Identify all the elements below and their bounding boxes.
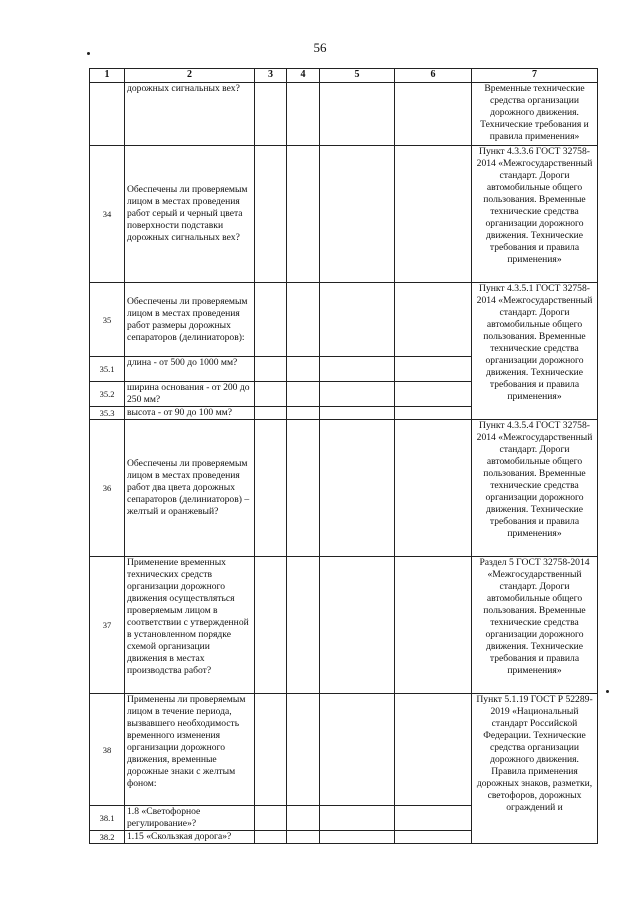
- question-text: дорожных сигнальных вех?: [125, 83, 255, 146]
- answer-cell: [255, 407, 287, 420]
- column-header: 1: [90, 69, 125, 83]
- row-number: 35.2: [90, 382, 125, 407]
- answer-cell: [255, 83, 287, 146]
- question-text: высота - от 90 до 100 мм?: [125, 407, 255, 420]
- legal-reference: Раздел 5 ГОСТ 32758-2014 «Межгосударственный стандарт. Дороги автомобильные общего пользования. Временные технические средства организации дорожного движения. Технические требования и правила применения»: [472, 557, 598, 694]
- question-text: Применены ли проверяемым лицом в течение периода, вызвавшего необходимость временного изменения организации дорожного движения, временные дорожные знаки с желтым фоном:: [125, 694, 255, 806]
- answer-cell: [287, 283, 320, 357]
- checklist-table: [89, 68, 598, 844]
- legal-reference: Пункт 4.3.3.6 ГОСТ 32758-2014 «Межгосударственный стандарт. Дороги автомобильные общего пользования. Временные технические средства организации дорожного движения. Технические требования и правила применения»: [472, 146, 598, 283]
- question-text: 1.15 «Скользкая дорога»?: [125, 831, 255, 844]
- table-row: [90, 283, 598, 357]
- answer-cell: [395, 557, 472, 694]
- answer-cell: [320, 806, 395, 831]
- question-text: ширина основания - от 200 до 250 мм?: [125, 382, 255, 407]
- answer-cell: [255, 557, 287, 694]
- answer-cell: [287, 420, 320, 557]
- answer-cell: [255, 382, 287, 407]
- legal-reference: Пункт 4.3.5.1 ГОСТ 32758-2014 «Межгосударственный стандарт. Дороги автомобильные общего пользования. Временные технические средства организации дорожного движения. Технические требования и правила применения»: [472, 283, 598, 420]
- question-text: Обеспечены ли проверяемым лицом в местах проведения работ размеры дорожных сепараторов (делиниаторов):: [125, 283, 255, 357]
- column-header: 3: [255, 69, 287, 83]
- answer-cell: [395, 420, 472, 557]
- question-text: Обеспечены ли проверяемым лицом в местах проведения работ два цвета дорожных сепараторов (делиниаторов) – желтый и оранжевый?: [125, 420, 255, 557]
- answer-cell: [395, 407, 472, 420]
- page-number: 56: [313, 40, 327, 55]
- answer-cell: [320, 357, 395, 382]
- answer-cell: [320, 283, 395, 357]
- answer-cell: [320, 694, 395, 806]
- row-number: 35: [90, 283, 125, 357]
- question-text: 1.8 «Светофорное регулирование»?: [125, 806, 255, 831]
- answer-cell: [287, 146, 320, 283]
- answer-cell: [395, 831, 472, 844]
- answer-cell: [255, 831, 287, 844]
- table-row: [90, 420, 598, 557]
- answer-cell: [255, 146, 287, 283]
- answer-cell: [287, 407, 320, 420]
- answer-cell: [395, 694, 472, 806]
- column-header: 7: [472, 69, 598, 83]
- answer-cell: [395, 357, 472, 382]
- answer-cell: [287, 557, 320, 694]
- row-number: 34: [90, 146, 125, 283]
- scan-speck: [87, 52, 90, 55]
- answer-cell: [320, 146, 395, 283]
- table-row: [90, 146, 598, 283]
- answer-cell: [320, 407, 395, 420]
- row-number: 38.2: [90, 831, 125, 844]
- answer-cell: [395, 83, 472, 146]
- answer-cell: [395, 806, 472, 831]
- row-number: 38.1: [90, 806, 125, 831]
- answer-cell: [395, 146, 472, 283]
- row-number: 35.3: [90, 407, 125, 420]
- scan-speck: [606, 690, 609, 693]
- row-number: [90, 83, 125, 146]
- answer-cell: [287, 83, 320, 146]
- table-row: [90, 694, 598, 806]
- row-number: 38: [90, 694, 125, 806]
- answer-cell: [287, 694, 320, 806]
- column-header: 2: [125, 69, 255, 83]
- answer-cell: [395, 283, 472, 357]
- answer-cell: [287, 357, 320, 382]
- answer-cell: [255, 806, 287, 831]
- answer-cell: [255, 694, 287, 806]
- column-header: 5: [320, 69, 395, 83]
- answer-cell: [320, 83, 395, 146]
- table-row: [90, 557, 598, 694]
- column-header: 6: [395, 69, 472, 83]
- answer-cell: [287, 831, 320, 844]
- question-text: Обеспечены ли проверяемым лицом в местах проведения работ серый и черный цвета поверхности подставки дорожных сигнальных вех?: [125, 146, 255, 283]
- answer-cell: [287, 806, 320, 831]
- answer-cell: [287, 382, 320, 407]
- question-text: Применение временных технических средств организации дорожного движения осуществляться проверяемым лицом в соответствии с утвержденной в установленном порядке схемой организации движения в местах производства работ?: [125, 557, 255, 694]
- answer-cell: [255, 357, 287, 382]
- answer-cell: [255, 420, 287, 557]
- table-row: [90, 83, 598, 146]
- legal-reference: Пункт 4.3.5.4 ГОСТ 32758-2014 «Межгосударственный стандарт. Дороги автомобильные общего пользования. Временные технические средства организации дорожного движения. Технические требования и правила применения»: [472, 420, 598, 557]
- column-header: 4: [287, 69, 320, 83]
- answer-cell: [320, 831, 395, 844]
- answer-cell: [255, 283, 287, 357]
- answer-cell: [320, 382, 395, 407]
- answer-cell: [395, 382, 472, 407]
- legal-reference: Пункт 5.1.19 ГОСТ Р 52289-2019 «Национальный стандарт Российской Федерации. Технические средства организации дорожного движения. Правила применения дорожных знаков, разметки, светофоров, дорожных ограждений и: [472, 694, 598, 844]
- row-number: 35.1: [90, 357, 125, 382]
- row-number: 37: [90, 557, 125, 694]
- legal-reference: Временные технические средства организации дорожного движения. Технические требования и правила применения»: [472, 83, 598, 146]
- question-text: длина - от 500 до 1000 мм?: [125, 357, 255, 382]
- row-number: 36: [90, 420, 125, 557]
- header-row: [90, 69, 598, 83]
- answer-cell: [320, 557, 395, 694]
- answer-cell: [320, 420, 395, 557]
